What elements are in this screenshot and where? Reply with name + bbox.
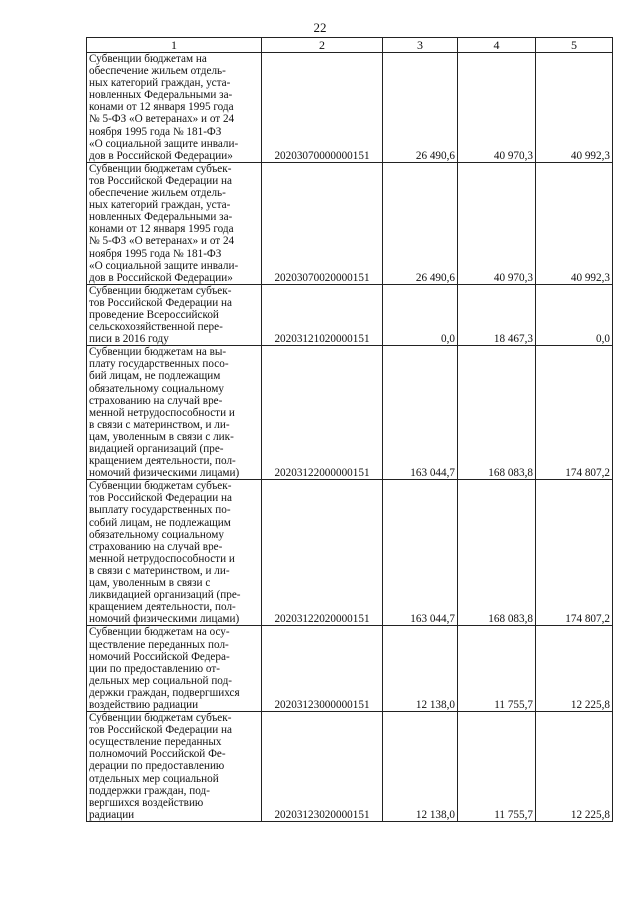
row-name-text: Субвенции бюджетам на осу- ществление переданных пол- номочий Российской Федера- ции по предоставлению от- дельных мер социальной под- держки граждан, подвергшихся воздействию радиации	[89, 626, 240, 711]
row-value-col4: 11 755,7	[458, 712, 536, 822]
header-cell-2: 2	[262, 38, 383, 53]
table-row	[87, 712, 613, 822]
row-value-col4: 168 083,8	[458, 480, 536, 626]
row-value-col5: 12 225,8	[536, 712, 613, 822]
row-name	[87, 53, 262, 163]
row-name-text: Субвенции бюджетам субъек- тов Российской Федерации на осуществление переданных полномочий Российской Фе- дерации по предоставлению отдельных мер социальной поддержки граждан, под- вергшихся воздействию радиации	[89, 712, 232, 821]
row-value-col5: 40 992,3	[536, 162, 613, 284]
row-name-text: Субвенции бюджетам на вы- плату государственных посо- бий лицам, не подлежащим обязательному социальному страхованию на случай вре- менной нетрудоспособности и в связи с материнством, и ли- цам, уволенным в связи с лик- видацией организаций (пре- кращением деятельности, пол- номочий физическими лицами)	[89, 346, 240, 480]
row-value-col3: 12 138,0	[383, 712, 458, 822]
row-code: 20203070000000151	[262, 53, 383, 163]
row-name	[87, 284, 262, 345]
row-code: 20203122000000151	[262, 346, 383, 480]
row-value-col3: 26 490,6	[383, 162, 458, 284]
header-cell-5: 5	[536, 38, 613, 53]
row-value-col4: 40 970,3	[458, 53, 536, 163]
row-name-text: Субвенции бюджетам субъек- тов Российской Федерации на проведение Всероссийской сельскохозяйственной пере- писи в 2016 году	[89, 284, 232, 346]
row-name	[87, 480, 262, 626]
row-name-text: Субвенции бюджетам субъек- тов Российской Федерации на выплату государственных по- собий лицам, не подлежащим обязательному социальному страхованию на случай вре- менной нетрудоспособности и в связи с материнством, и ли- цам, уволенным в связи с ликвидацией организаций (пре- кращением деятельности, пол- номочий физическими лицами)	[89, 480, 241, 626]
row-value-col5: 12 225,8	[536, 626, 613, 712]
row-value-col4: 40 970,3	[458, 162, 536, 284]
row-value-col3: 12 138,0	[383, 626, 458, 712]
row-name-text: Субвенции бюджетам субъек- тов Российской Федерации на обеспечение жильем отдель- ных категорий граждан, уста- новленных Федеральными за- конами от 12 января 1995 года № 5-ФЗ «О ветеранах» и от 24 ноября 1995 года № 181-ФЗ «О социальной защите инвали- дов в Российской Федерации»	[89, 162, 239, 284]
row-value-col5: 174 807,2	[536, 346, 613, 480]
row-value-col4: 168 083,8	[458, 346, 536, 480]
row-value-col5: 40 992,3	[536, 53, 613, 163]
budget-table	[86, 37, 613, 822]
row-code: 20203123000000151	[262, 626, 383, 712]
header-row	[87, 38, 613, 53]
header-cell-1: 1	[87, 38, 262, 53]
row-name	[87, 346, 262, 480]
header-cell-3: 3	[383, 38, 458, 53]
row-value-col5: 0,0	[536, 284, 613, 345]
table-row	[87, 346, 613, 480]
row-value-col4: 11 755,7	[458, 626, 536, 712]
row-name	[87, 626, 262, 712]
page-number: 22	[313, 20, 327, 35]
table-row	[87, 162, 613, 284]
row-value-col3: 163 044,7	[383, 480, 458, 626]
table-row	[87, 53, 613, 163]
header-cell-4: 4	[458, 38, 536, 53]
row-value-col3: 26 490,6	[383, 53, 458, 163]
row-value-col3: 163 044,7	[383, 346, 458, 480]
row-code: 20203122020000151	[262, 480, 383, 626]
row-name-text: Субвенции бюджетам на обеспечение жильем отдель- ных категорий граждан, уста- новленных Федеральными за- конами от 12 января 1995 года № 5-ФЗ «О ветеранах» и от 24 ноября 1995 года № 181-ФЗ «О социальной защите инвали- дов в Российской Федерации»	[89, 53, 239, 162]
table-row	[87, 626, 613, 712]
table-row	[87, 480, 613, 626]
row-code: 20203070020000151	[262, 162, 383, 284]
table-row	[87, 284, 613, 345]
row-name	[87, 162, 262, 284]
row-name	[87, 712, 262, 822]
row-value-col5: 174 807,2	[536, 480, 613, 626]
row-code: 20203121020000151	[262, 284, 383, 345]
row-value-col3: 0,0	[383, 284, 458, 345]
row-value-col4: 18 467,3	[458, 284, 536, 345]
row-code: 20203123020000151	[262, 712, 383, 822]
